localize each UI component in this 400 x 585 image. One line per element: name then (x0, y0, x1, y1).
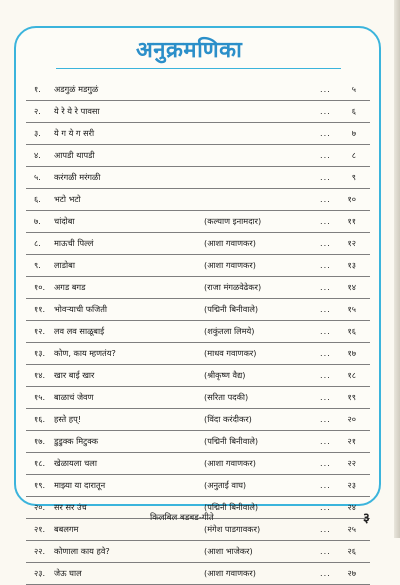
entry-page: ८ (351, 150, 356, 160)
entry-title: माझ्या या दारातून (54, 480, 106, 490)
entry-title: भोवऱ्याची फजिती (54, 304, 108, 314)
entry-dots: ... (320, 414, 331, 424)
entry-author: (राजा मंगळवेढेकर) (204, 282, 262, 292)
entry-dots: ... (320, 524, 331, 534)
entry-number: २०. (34, 502, 46, 512)
entry-page: १० (347, 194, 356, 204)
page-title: अनुक्रमणिका (136, 38, 243, 63)
entry-dots: ... (320, 502, 331, 512)
page-number: ३ (363, 511, 370, 526)
entry-title: माऊची पिल्लं (54, 238, 94, 248)
entry-title: डुडुक्क मिटुक्क (54, 436, 99, 446)
entry-page: १५ (347, 304, 356, 314)
entry-author: (आशा भाजेकर) (204, 546, 253, 556)
entry-number: १८. (34, 458, 46, 468)
entry-author: (पद्मिनी बिनीवाले) (204, 304, 259, 314)
entry-title: बबलगम (54, 524, 79, 534)
contents-row (26, 233, 370, 255)
contents-row (26, 189, 370, 211)
entry-dots: ... (320, 106, 331, 116)
entry-dots: ... (320, 546, 331, 556)
entry-dots: ... (320, 84, 331, 94)
entry-page: १३ (347, 260, 356, 270)
entry-number: १५. (34, 392, 46, 402)
entry-author: (अनुताई वाघ) (204, 480, 247, 490)
contents-row (26, 387, 370, 409)
entry-author: (आशा गवाणकर) (204, 260, 256, 270)
entry-page: १८ (347, 370, 356, 380)
entry-page: २३ (347, 480, 356, 490)
contents-row (26, 255, 370, 277)
contents-row (26, 145, 370, 167)
entry-number: १४. (34, 370, 46, 380)
entry-number: १९. (34, 480, 46, 490)
contents-row (26, 343, 370, 365)
entry-number: ६. (34, 194, 41, 204)
entry-number: ८. (34, 238, 41, 248)
entry-author: (सरिता पदकी) (204, 392, 249, 402)
entry-number: ५. (34, 172, 41, 182)
entry-page: १२ (347, 238, 356, 248)
entry-title: सर सर उंच (54, 502, 87, 512)
entry-number: १. (34, 84, 41, 94)
entry-author: (विंदा करंदीकर) (204, 414, 252, 424)
entry-author: (पद्मिनी बिनीवाले) (204, 436, 259, 446)
contents-row (26, 321, 370, 343)
contents-row (26, 409, 370, 431)
entry-title: लव लव साळूबाई (54, 326, 105, 336)
entry-number: २१. (34, 524, 46, 534)
entry-title: भटो भटो (54, 194, 81, 204)
contents-row (26, 431, 370, 453)
entry-number: १०. (34, 282, 46, 292)
entry-number: १७. (34, 436, 46, 446)
entry-number: ७. (34, 216, 41, 226)
entry-dots: ... (320, 128, 331, 138)
contents-row (26, 79, 370, 101)
entry-dots: ... (320, 370, 331, 380)
entry-page: १४ (347, 282, 356, 292)
entry-number: २. (34, 106, 41, 116)
entry-number: ४. (34, 150, 41, 160)
contents-row (26, 211, 370, 233)
contents-row (26, 123, 370, 145)
entry-page: २६ (347, 546, 356, 556)
entry-number: १३. (34, 348, 46, 358)
entry-title: ये रे ये रे पावसा (54, 106, 100, 116)
entry-page: ९ (351, 172, 356, 182)
entry-title: अडगुळं मडगुळं (54, 84, 99, 94)
entry-dots: ... (320, 392, 331, 402)
entry-title: आपडी थापडी (54, 150, 95, 160)
entry-number: ३. (34, 128, 41, 138)
entry-page: ७ (351, 128, 356, 138)
entry-dots: ... (320, 150, 331, 160)
entry-page: ६ (351, 106, 356, 116)
contents-list (26, 79, 370, 585)
entry-page: २५ (347, 524, 356, 534)
book-title-footer: किलबिल बडबड-गीते (150, 513, 214, 523)
entry-page: २१ (347, 436, 356, 446)
entry-author: (आशा गवाणकर) (204, 458, 256, 468)
entry-number: ११. (34, 304, 46, 314)
contents-row (26, 299, 370, 321)
entry-page: २२ (347, 458, 356, 468)
entry-dots: ... (320, 172, 331, 182)
entry-dots: ... (320, 216, 331, 226)
entry-dots: ... (320, 458, 331, 468)
entry-title: कोण, काय म्हणतंय? (54, 348, 116, 358)
entry-page: ५ (351, 84, 356, 94)
entry-author: (माधव गवाणकर) (204, 348, 257, 358)
entry-page: २० (347, 414, 356, 424)
entry-title: अगड बगड (54, 282, 86, 292)
entry-page: १९ (347, 392, 356, 402)
entry-number: २३. (34, 568, 46, 578)
entry-title: जेऊ घाल (54, 568, 82, 578)
entry-number: ९. (34, 260, 41, 270)
contents-row (26, 277, 370, 299)
entry-page: २४ (347, 502, 356, 512)
entry-number: १२. (34, 326, 46, 336)
contents-row (26, 167, 370, 189)
entry-dots: ... (320, 260, 331, 270)
entry-author: (पद्मिनी बिनीवाले) (204, 502, 259, 512)
entry-page: १६ (347, 326, 356, 336)
entry-author: (मंगेश पाडगावकर) (204, 524, 261, 534)
entry-author: (श्रीकृष्ण वैद्य) (204, 370, 246, 380)
entry-dots: ... (320, 326, 331, 336)
entry-title: लाडोबा (54, 260, 75, 270)
title-divider (56, 68, 341, 69)
entry-page: २७ (347, 568, 356, 578)
entry-title: कोणाला काय हवे? (54, 546, 110, 556)
entry-dots: ... (320, 436, 331, 446)
entry-title: हस्ते हप्! (54, 414, 82, 424)
entry-author: (कल्याण इनामदार) (204, 216, 262, 226)
entry-title: खार बाई खार (54, 370, 95, 380)
entry-dots: ... (320, 282, 331, 292)
contents-row (26, 101, 370, 123)
entry-author: (शकुंतला लिमये) (204, 326, 255, 336)
entry-dots: ... (320, 348, 331, 358)
entry-number: १६. (34, 414, 46, 424)
entry-title: ये ग ये ग सरी (54, 128, 95, 138)
entry-author: (आशा गवाणकर) (204, 238, 256, 248)
entry-dots: ... (320, 194, 331, 204)
entry-author: (आशा गवाणकर) (204, 568, 256, 578)
page-edge (394, 0, 400, 538)
entry-number: २२. (34, 546, 46, 556)
entry-page: ११ (347, 216, 356, 226)
entry-page: १७ (347, 348, 356, 358)
entry-title: करंगळी मरंगळी (54, 172, 101, 182)
contents-row (26, 453, 370, 475)
entry-title: बाळाचं जेवण (54, 392, 94, 402)
contents-row (26, 475, 370, 497)
entry-title: खेळायला चला (54, 458, 97, 468)
entry-dots: ... (320, 568, 331, 578)
contents-row (26, 563, 370, 585)
entry-dots: ... (320, 480, 331, 490)
contents-row (26, 541, 370, 563)
entry-dots: ... (320, 304, 331, 314)
entry-title: चांदोबा (54, 216, 75, 226)
contents-row (26, 365, 370, 387)
entry-dots: ... (320, 238, 331, 248)
